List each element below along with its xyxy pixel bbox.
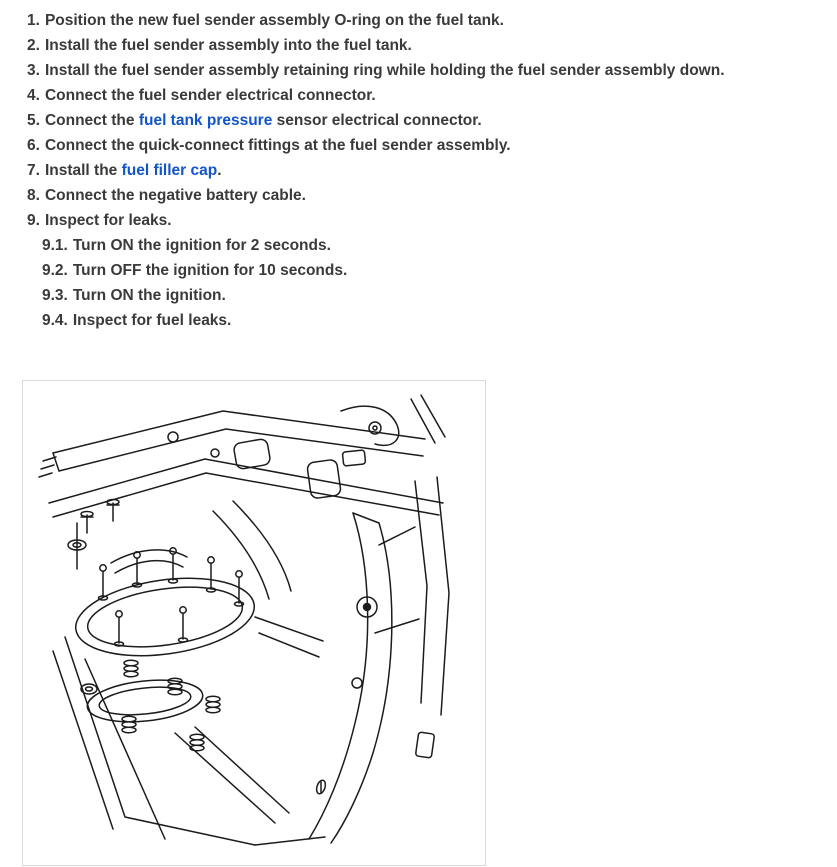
- substep-number: 9.1.: [42, 237, 68, 254]
- instruction-substep: [42, 308, 837, 333]
- step-number: 3.: [27, 62, 40, 79]
- substep-number: 9.2.: [42, 262, 68, 279]
- step-number: 8.: [27, 187, 40, 204]
- step-text: Install the: [44, 162, 122, 179]
- substep-number: 9.3.: [42, 287, 68, 304]
- instruction-step: [27, 158, 837, 183]
- instruction-step: [27, 33, 837, 58]
- step-text: Connect the quick-connect fittings at the fuel sender assembly.: [44, 137, 511, 154]
- step-number: 9.: [27, 212, 40, 229]
- step-number: 6.: [27, 137, 40, 154]
- step-text: Inspect for leaks.: [44, 212, 172, 229]
- step-number: 5.: [27, 112, 40, 129]
- substep-text: Turn OFF the ignition for 10 seconds.: [72, 262, 348, 279]
- fuel-sender-assembly-diagram: [23, 381, 485, 863]
- step-number: 4.: [27, 87, 40, 104]
- figure-panel: [22, 380, 486, 866]
- substep-text: Turn ON the ignition.: [72, 287, 226, 304]
- substep-text: Turn ON the ignition for 2 seconds.: [72, 237, 331, 254]
- step-text: Install the fuel sender assembly retaining ring while holding the fuel sender assembly down.: [44, 62, 725, 79]
- instruction-step: [27, 83, 837, 108]
- step-text: Position the new fuel sender assembly O-ring on the fuel tank.: [44, 12, 504, 29]
- fuel-filler-cap-link[interactable]: fuel filler cap: [121, 162, 218, 179]
- step-text: Connect the: [44, 112, 139, 129]
- step-text: Install the fuel sender assembly into the fuel tank.: [44, 37, 412, 54]
- instruction-substep: [42, 258, 837, 283]
- step-text: .: [217, 162, 222, 179]
- step-number: 7.: [27, 162, 40, 179]
- substep-text: Inspect for fuel leaks.: [72, 312, 232, 329]
- step-number: 1.: [27, 12, 40, 29]
- step-text: sensor electrical connector.: [272, 112, 482, 129]
- instruction-substep: [42, 283, 837, 308]
- instruction-step: [27, 133, 837, 158]
- substep-number: 9.4.: [42, 312, 68, 329]
- instruction-step: [27, 108, 837, 133]
- step-text: Connect the fuel sender electrical connector.: [44, 87, 376, 104]
- instruction-step: [27, 183, 837, 208]
- instruction-step: [27, 208, 837, 233]
- step-number: 2.: [27, 37, 40, 54]
- instruction-step: [27, 58, 837, 83]
- fuel-tank-pressure-link[interactable]: fuel tank pressure: [138, 112, 273, 129]
- instruction-substep: [42, 233, 837, 258]
- instruction-step: [27, 8, 837, 33]
- step-text: Connect the negative battery cable.: [44, 187, 306, 204]
